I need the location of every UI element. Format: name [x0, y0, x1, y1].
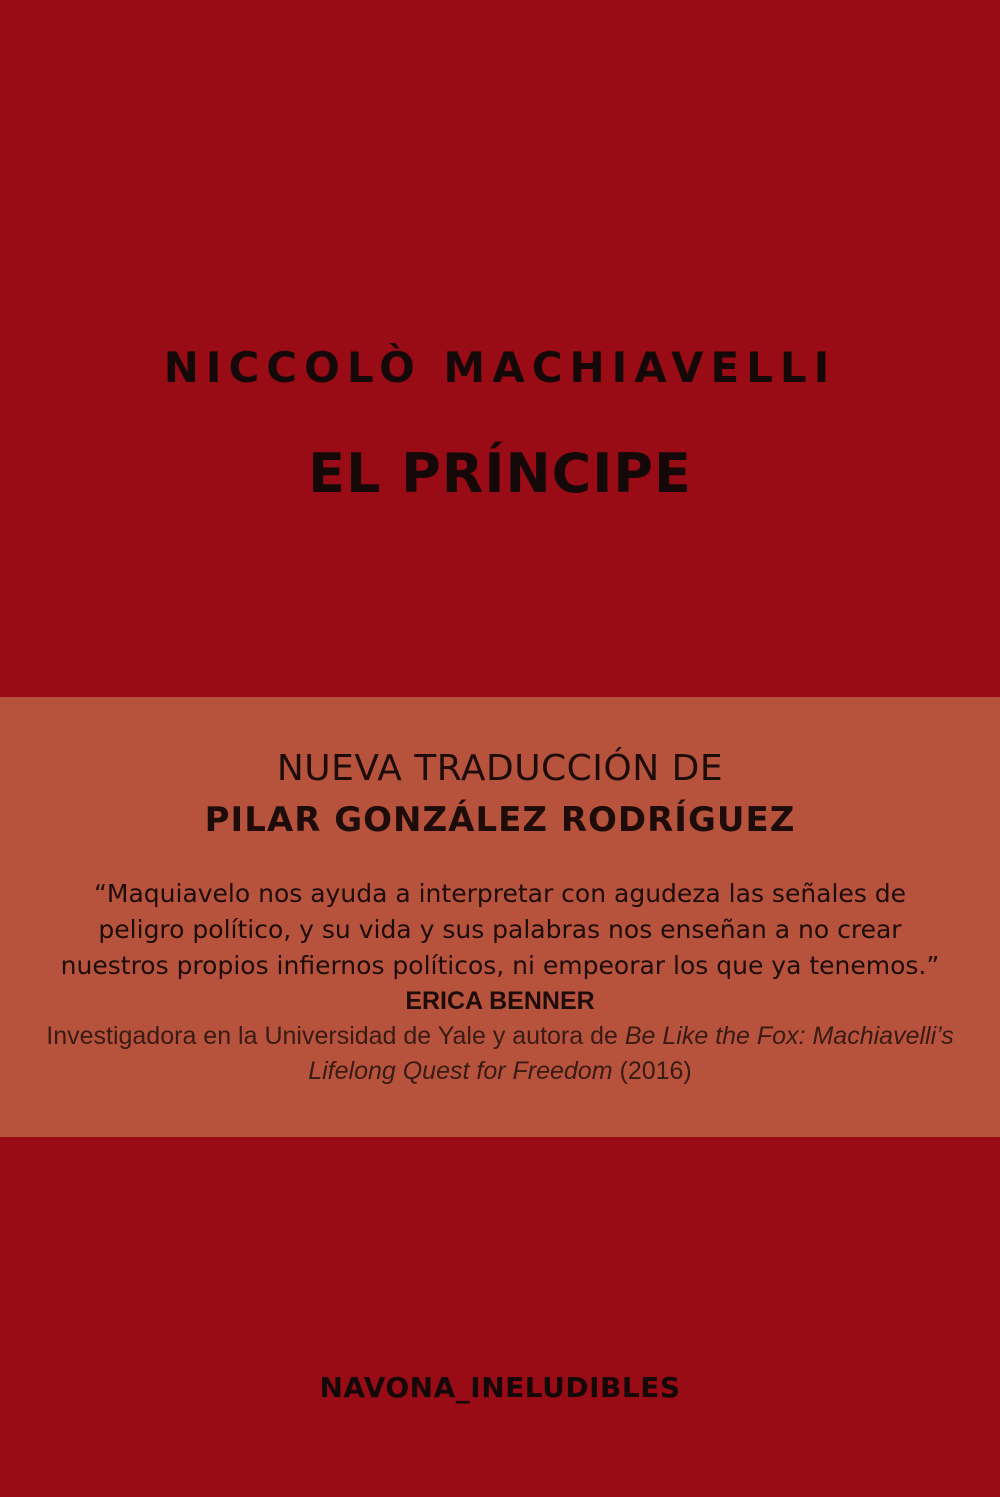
translator-name: PILAR GONZÁLEZ RODRÍGUEZ	[204, 800, 796, 840]
quote-author: ERICA BENNER	[405, 987, 595, 1015]
quote-line: nuestros propios infiernos políticos, ni empeorar los que ya tenemos.”	[60, 951, 940, 980]
bio-book-title: Lifelong Quest for Freedom	[308, 1057, 613, 1085]
bio-book-title: Be Like the Fox: Machiavelli’s	[624, 1022, 954, 1050]
author-name: NICCOLÒ MACHIAVELLI	[163, 343, 837, 392]
bio-line-2	[40, 1054, 960, 1089]
quote-line: peligro político, y su vida y sus palabras nos enseñan a no crear	[98, 915, 902, 944]
bio-text: (2016)	[612, 1057, 692, 1085]
translation-label: NUEVA TRADUCCIÓN DE	[276, 748, 724, 789]
quote-line: “Maquiavelo nos ayuda a interpretar con agudeza las señales de	[93, 879, 907, 908]
collection-name: NAVONA_INELUDIBLES	[319, 1371, 681, 1404]
quote-author-bio	[40, 1019, 960, 1089]
bio-text: Investigadora en la Universidad de Yale y autora de	[46, 1022, 625, 1050]
bio-line-1	[40, 1019, 960, 1054]
blurb-quote	[30, 876, 970, 984]
book-title: EL PRÍNCIPE	[308, 442, 692, 505]
